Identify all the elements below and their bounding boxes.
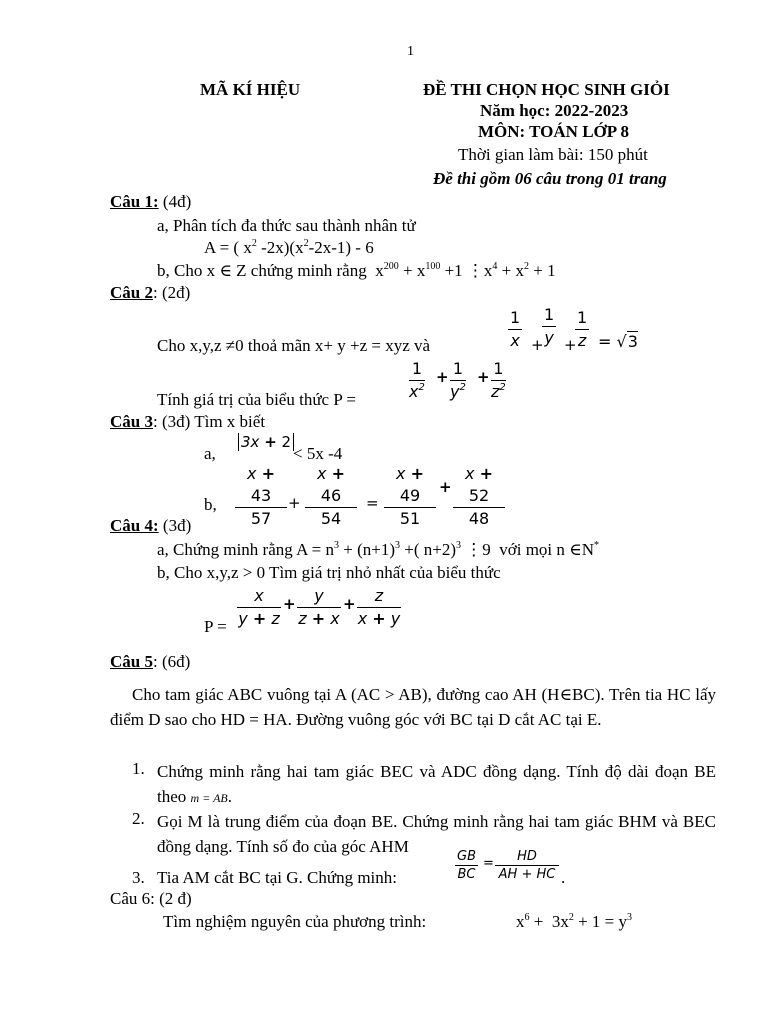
question-2-intro: Cho x,y,z ≠0 thoả mãn x+ y +z = xyz và bbox=[157, 336, 431, 355]
question-5-item-3: Tia AM cắt BC tại G. Chứng minh: bbox=[157, 868, 397, 887]
question-5-item-2: Gọi M là trung điểm của đoạn BE. Chứng minh rằng hai tam giác BHM và BEC đồng dạng. Tính số đo của góc AHM bbox=[157, 812, 716, 856]
fraction-x49-over-51: $\frac{x + 49}{51}$ bbox=[384, 463, 436, 530]
list-number-2: 2. bbox=[132, 809, 145, 828]
question-3-heading: Câu 3: (3đ) Tìm x biết bbox=[110, 412, 266, 431]
equals-sign: = bbox=[483, 856, 494, 871]
list-number-1: 1. bbox=[132, 759, 145, 778]
plus-sign: + bbox=[288, 494, 301, 512]
plus-sign: + bbox=[436, 368, 449, 386]
fraction-1-over-x2: $\frac{1}{x^2}$ bbox=[409, 359, 425, 401]
absolute-value-3x-plus-2: 3x + 2 bbox=[238, 433, 294, 451]
plus-sign: + bbox=[343, 595, 356, 613]
fraction-1-over-z2: $\frac{1}{z^2}$ bbox=[491, 359, 506, 401]
page-number: 1 bbox=[407, 44, 414, 59]
plus-sign: + bbox=[564, 336, 577, 354]
fraction-gb-over-bc: $\frac{GB}{BC}$ bbox=[457, 849, 476, 882]
sqrt-3: = √3 bbox=[598, 332, 638, 351]
school-year: Năm học: 2022-2023 bbox=[480, 101, 629, 120]
question-2-ask: Tính giá trị của biểu thức P = bbox=[157, 390, 356, 409]
question-4a: a, Chứng minh rằng $A = n^3 + (n+1)^3$ +( n+2)$^3$ ⋮9 với mọi n ∈N* bbox=[157, 540, 600, 559]
fraction-x52-over-48: $\frac{x + 52}{48}$ bbox=[453, 463, 505, 530]
question-1b: b, Cho x ∈ Z chứng minh rằng $x^{200} + x^{100} +1$ $⋮x^4 + x^2 + 1$ bbox=[157, 261, 556, 280]
fraction-1-over-y: $\frac{1}{y}$ bbox=[544, 305, 555, 347]
fraction-x-over-y-plus-z: $\frac{x}{y + z}$ bbox=[238, 586, 280, 628]
plus-sign: + bbox=[477, 368, 490, 386]
fraction-1-over-z: $\frac{1}{z}$ bbox=[577, 308, 588, 350]
period: . bbox=[561, 868, 566, 887]
question-1a-expression: A = ( $x^2$ $-2x)(x^2-2x-1) - 6$ bbox=[204, 238, 374, 257]
question-6-equation: $x^6 + 3x^2 + 1 = y^3$ bbox=[516, 912, 633, 931]
plus-sign: + bbox=[439, 478, 452, 496]
question-6-heading: Câu 6: (2 đ) bbox=[110, 889, 192, 908]
plus-sign: + bbox=[531, 336, 544, 354]
question-4b: b, Cho x,y,z > 0 Tìm giá trị nhỏ nhất của biểu thức bbox=[157, 563, 501, 582]
fraction-z-over-x-plus-y: $\frac{z}{x + y}$ bbox=[357, 586, 401, 628]
exam-title: ĐỀ THI CHỌN HỌC SINH GIỎI bbox=[423, 80, 670, 99]
question-5-heading: Câu 5: (6đ) bbox=[110, 652, 191, 671]
fraction-1-over-y2: $\frac{1}{y^2}$ bbox=[450, 359, 466, 401]
question-5-item-1: Chứng minh rằng hai tam giác BEC và ADC đồng dạng. Tính độ dài đoạn BE theo m = AB. bbox=[157, 762, 716, 806]
question-1-heading: Câu 1: (4đ) bbox=[110, 192, 192, 211]
time-limit: Thời gian làm bài: 150 phút bbox=[458, 145, 648, 164]
question-1a: a, Phân tích đa thức sau thành nhân tử bbox=[157, 216, 416, 235]
question-3b-label: b, bbox=[204, 495, 217, 514]
question-4-heading: Câu 4: (3đ) bbox=[110, 516, 192, 535]
fraction-1-over-x: $\frac{1}{x}$ bbox=[510, 308, 521, 350]
fraction-y-over-z-plus-x: $\frac{y}{z + x}$ bbox=[298, 586, 340, 628]
fraction-x46-over-54: $\frac{x + 46}{54}$ bbox=[305, 463, 357, 530]
equals-sign: = bbox=[366, 494, 379, 512]
question-5-intro: Cho tam giác ABC vuông tại A (AC > AB), đường cao AH (H∈BC). Trên tia HC lấy điểm D sao cho HD = HA. Đường vuông góc với BC tại D cắt AC tại E. bbox=[110, 685, 716, 729]
question-3a-label: a, bbox=[204, 444, 216, 463]
question-3a-rhs: < 5x -4 bbox=[293, 444, 343, 463]
exam-code: MÃ KÍ HIỆU bbox=[200, 80, 301, 99]
question-6-text: Tìm nghiệm nguyên của phương trình: bbox=[163, 912, 427, 931]
plus-sign: + bbox=[283, 595, 296, 613]
question-2-heading: Câu 2: (2đ) bbox=[110, 283, 191, 302]
list-number-3: 3. bbox=[132, 868, 145, 887]
fraction-hd-over-ah-plus-hc: $\frac{HD}{AH + HC}$ bbox=[495, 848, 559, 883]
exam-note: Đề thi gồm 06 câu trong 01 trang bbox=[433, 169, 667, 188]
subject: MÔN: TOÁN LỚP 8 bbox=[478, 122, 629, 141]
question-4-p-label: P = bbox=[204, 617, 227, 636]
fraction-x43-over-57: $\frac{x + 43}{57}$ bbox=[235, 463, 287, 530]
